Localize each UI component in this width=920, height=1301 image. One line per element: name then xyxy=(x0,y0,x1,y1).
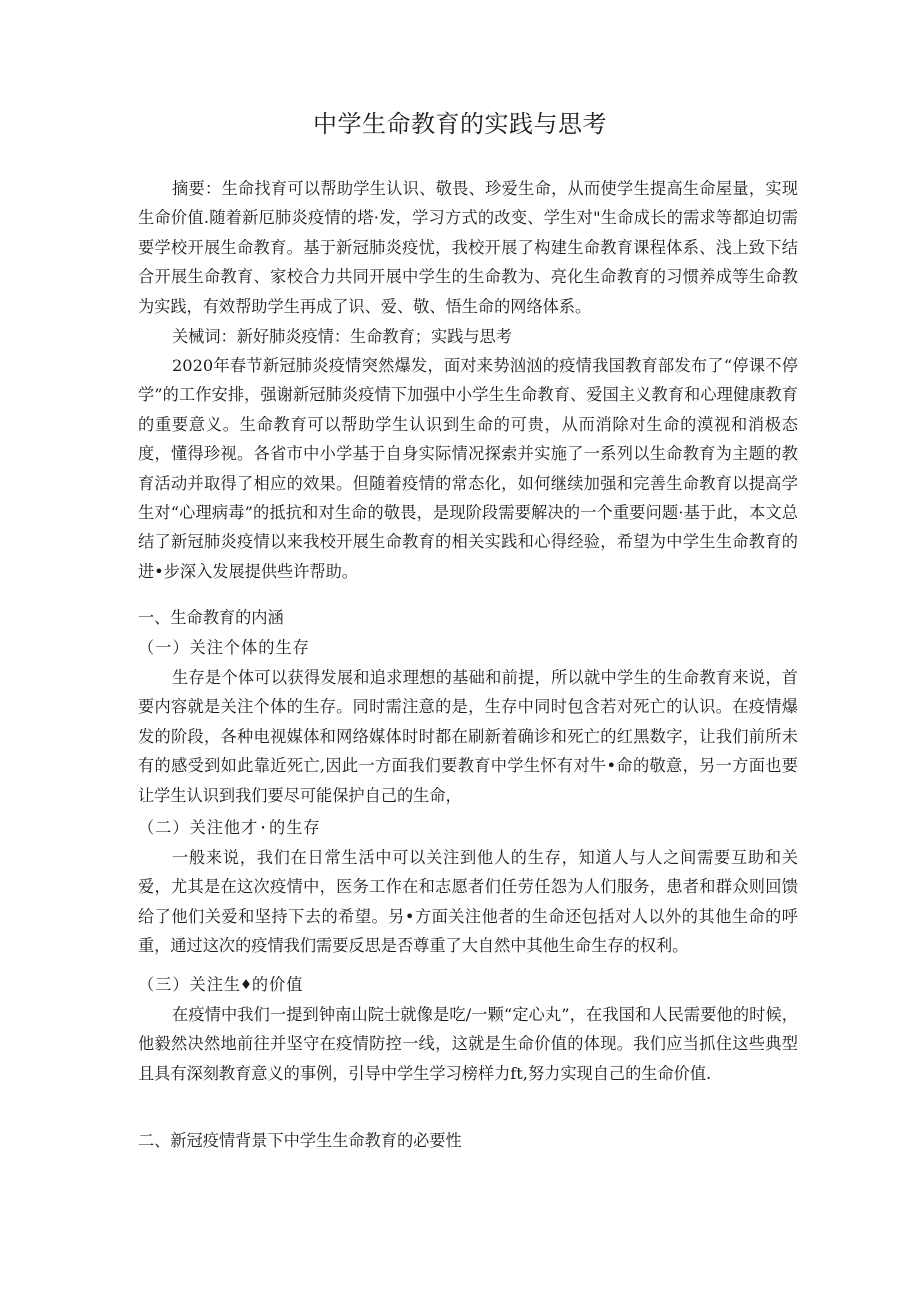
subsection-2-heading: （二）关注他才·的生存 xyxy=(138,818,321,837)
subsection-1-paragraph: 生存是个体可以获得发展和追求理想的基础和前提，所以就中学生的生命教育来说，首要内容就是关注个体的生存。同时需注意的是，生存中同时包含若对死亡的认识。在疫情爆发的阶段，各种电视媒体和网络媒体时时都在刷新着确诊和死亡的红黑数字，让我们前所未有的感受到如此靠近死亡,因此一方面我们要教育中学生怀有对牛•命的敬意，另一方面也要让学生认识到我们要尽可能保护自己的生命， xyxy=(138,668,798,805)
subsection-3-paragraph: 在疫情中我们一提到钟南山院士就像是吃/一颗“定心丸”，在我国和人民需要他的时候，他毅然决然地前往并坚守在疫情防控一线，这就是生命价值的体现。我们应当抓住这些典型且具有深刻教育意义的事例，引导中学生学习榜样力ft,努力实现自己的生命价值. xyxy=(138,1005,798,1083)
abstract-paragraph: 摘要：生命找育可以帮助学生认识、敬畏、珍爱生命，从而使学生提高生命屋量，实现生命价值.随着新厄肺炎疫情的塔·发，学习方式的改变、学生对"生命成长的需求等都迫切需要学校开展生命教育。基于新冠肺炎疫忧，我校开展了构建生命教育课程体系、浅上致下结合开展生命教育、家校合力共同开展中学生的生命教为、亮化生命教育的习惯养成等生命教为实践，有效帮助学生再成了识、爱、敬、悟生命的网络体系。 xyxy=(138,179,798,316)
subsection-2-paragraph: 一般来说，我们在日常生活中可以关注到他人的生存，知道人与人之间需要互助和关爱，尤其是在这次疫情中，医务工作在和志愿者们任劳任怨为人们服务，患者和群众则回馈给了他们关爱和坚持下去的希望。另•方面关注他者的生命还包括对人以外的其他生命的呼重，通过这次的疫情我们需要反思是否尊重了大自然中其他生命生存的权利。 xyxy=(138,848,798,956)
keywords-line: 关械词：新好肺炎疫情：生命教育；实践与思考 xyxy=(172,327,512,346)
section-1-heading: 一、生命教育的内涵 xyxy=(138,608,284,627)
document-title: 中学生命教育的实践与思考 xyxy=(313,110,607,138)
subsection-3-heading: （三）关注生♦的价值 xyxy=(138,975,304,994)
subsection-1-heading: （一）关注个体的生存 xyxy=(138,638,310,657)
intro-paragraph: 2020年春节新冠肺炎疫情突然爆发，面对来势汹汹的疫情我国教育部发布了“停课不停学”的工作安排，强谢新冠肺炎疫情下加强中小学生生命教育、爱国主义教育和心理健康教育的重要意义。生命教育可以帮助学生认识到生命的可贵，从而消除对生命的漠视和消极态度，懂得珍视。各省市中小学基于自身实际情况探索并实施了一系列以生命教育为主题的教育活动并取得了相应的效果。但随着疫情的常态化，如何继续加强和完善生命教育以提高学生对“心理病毒”的抵抗和对生命的敬畏，是现阶段需要解决的一个重要问题·基于此，本文总结了新冠肺炎疫情以来我校开展生命教育的相关实践和心得经验，希望为中学生生命教育的进•步深入发展提供些许帮助。 xyxy=(138,356,798,581)
section-2-heading: 二、新冠疫情背景下中学生生命教育的必要性 xyxy=(138,1131,462,1150)
